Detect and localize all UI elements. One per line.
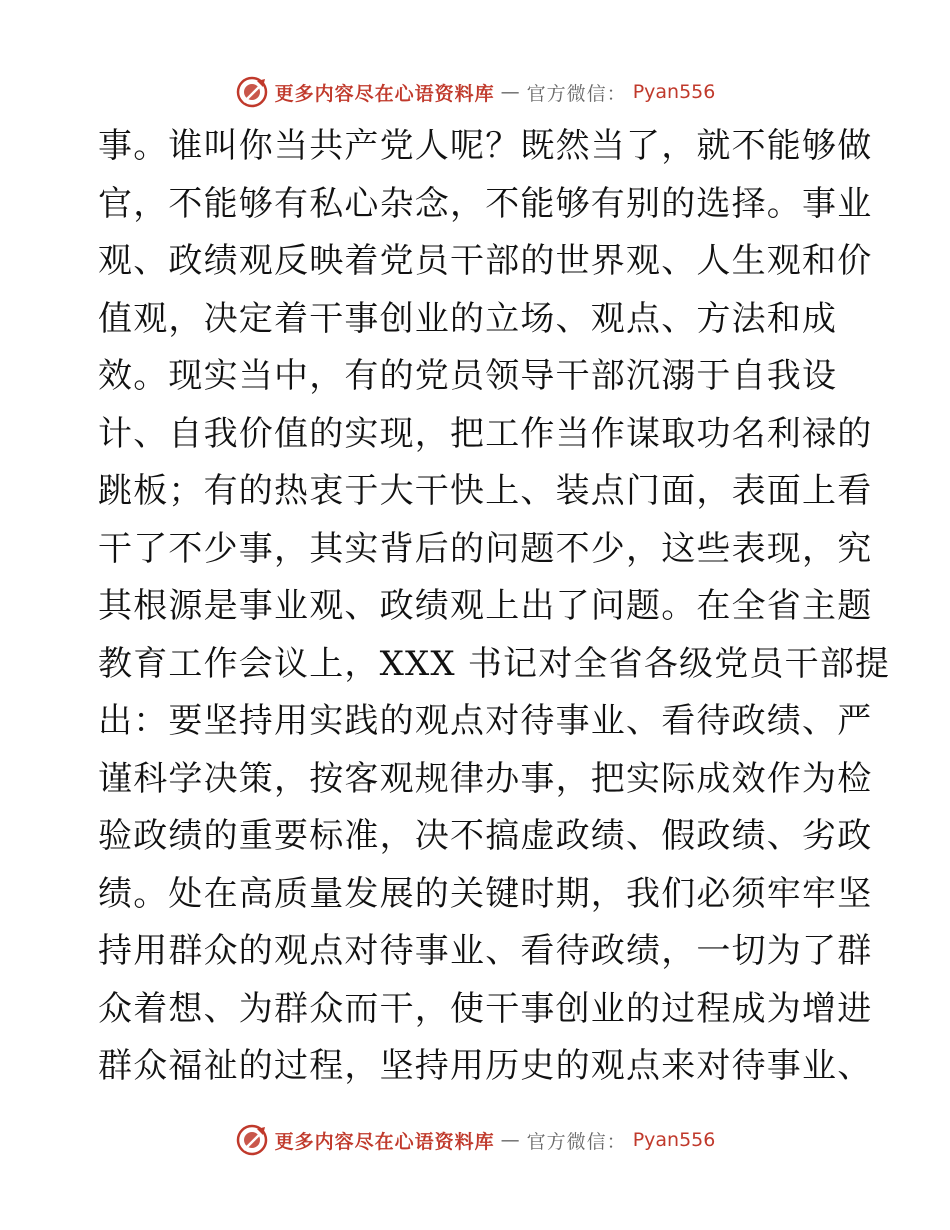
separator-text: — bbox=[500, 1129, 521, 1151]
text-line: 教育工作会议上，XXX 书记对全省各级党员干部提 bbox=[98, 643, 891, 684]
text-line: 值观，决定着干事创业的立场、观点、方法和成 bbox=[98, 298, 838, 339]
site-name-text: 更多内容尽在心语资料库 bbox=[274, 1130, 495, 1153]
text-line: 群众福祉的过程，坚持用历史的观点来对待事业、 bbox=[98, 1046, 873, 1086]
text-line: 效。现实当中，有的党员领导干部沉溺于自我设 bbox=[98, 356, 838, 396]
text-line: 出：要坚持用实践的观点对待事业、看待政绩、严 bbox=[98, 701, 873, 741]
text-line: 持用群众的观点对待事业、看待政绩，一切为了群 bbox=[98, 931, 873, 971]
text-line: 官，不能够有私心杂念，不能够有别的选择。事业 bbox=[98, 183, 873, 224]
text-line: 观、政绩观反映着党员干部的世界观、人生观和价 bbox=[98, 241, 873, 281]
wechat-label: 官方微信： bbox=[526, 1130, 627, 1153]
site-name-text: 更多内容尽在心语资料库 bbox=[274, 82, 495, 105]
wechat-id: Pyan556 bbox=[632, 1129, 716, 1151]
text-line: 计、自我价值的实现，把工作当作谋取功名利禄的 bbox=[98, 413, 873, 454]
text-line: 众着想、为群众而干，使干事创业的过程成为增进 bbox=[98, 988, 873, 1029]
text-line: 其根源是事业观、政绩观上出了问题。在全省主题 bbox=[98, 586, 873, 626]
document-body bbox=[98, 118, 891, 1096]
header-banner bbox=[0, 72, 950, 112]
logo-icon bbox=[235, 75, 269, 109]
text-line: 事。谁叫你当共产党人呢？既然当了，就不能够做 bbox=[98, 126, 873, 166]
text-line: 干了不少事，其实背后的问题不少，这些表现，究 bbox=[98, 528, 873, 569]
logo-icon bbox=[235, 1123, 269, 1157]
text-line: 跳板；有的热衷于大干快上、装点门面，表面上看 bbox=[98, 471, 873, 511]
footer-banner bbox=[0, 1120, 950, 1160]
text-line: 绩。处在高质量发展的关键时期，我们必须牢牢坚 bbox=[98, 873, 873, 914]
wechat-label: 官方微信： bbox=[526, 82, 627, 105]
text-line: 验政绩的重要标准，决不搞虚政绩、假政绩、劣政 bbox=[98, 816, 873, 856]
wechat-id: Pyan556 bbox=[632, 81, 716, 103]
separator-text: — bbox=[500, 81, 521, 103]
text-line: 谨科学决策，按客观规律办事，把实际成效作为检 bbox=[98, 758, 873, 799]
